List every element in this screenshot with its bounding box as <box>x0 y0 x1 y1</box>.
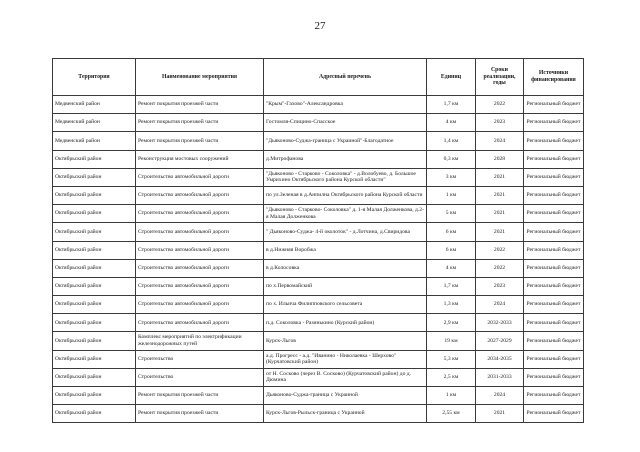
cell-term: 2022 <box>476 96 524 114</box>
cell-address: а.д. Прогресс - а.д. "Иванино - Николаевка - Шерхово" (Курчатовский район) <box>264 350 427 368</box>
cell-territory: Медвенский район <box>53 114 136 132</box>
cell-source: Региональный бюджет <box>524 241 584 259</box>
cell-source: Региональный бюджет <box>524 223 584 241</box>
cell-source: Региональный бюджет <box>524 350 584 368</box>
cell-address: Курск-Льгов-Рыльск-граница с Украиной <box>264 405 427 423</box>
table-row <box>53 259 584 277</box>
cell-source: Региональный бюджет <box>524 368 584 386</box>
cell-address: Курск-Льгов <box>264 332 427 350</box>
cell-source: Региональный бюджет <box>524 205 584 223</box>
table-row <box>53 114 584 132</box>
cell-address: "Дьяконово-Суджа-граница с Украиной"-Благодатное <box>264 132 427 150</box>
table-row <box>53 241 584 259</box>
cell-territory: Октябрьский район <box>53 205 136 223</box>
table-row <box>53 186 584 204</box>
cell-term: 2032-2033 <box>476 314 524 332</box>
header-term: Сроки реализации, годы <box>476 59 524 96</box>
cell-event: Строительство автомобильной дороги <box>136 205 264 223</box>
cell-address: Дьяконово-Суджа-граница с Украиной <box>264 387 427 405</box>
cell-term: 2024 <box>476 296 524 314</box>
cell-source: Региональный бюджет <box>524 132 584 150</box>
cell-event: Строительство <box>136 350 264 368</box>
cell-event: Ремонт покрытия проезжей части <box>136 114 264 132</box>
cell-event: Комплекс мероприятий по электрификации железнодорожных путей <box>136 332 264 350</box>
header-address: Адресный перечень <box>264 59 427 96</box>
cell-event: Строительство автомобильной дороги <box>136 259 264 277</box>
cell-unit: 1,7 км <box>427 96 476 114</box>
cell-source: Региональный бюджет <box>524 387 584 405</box>
cell-event: Строительство автомобильной дороги <box>136 296 264 314</box>
projects-table <box>52 58 584 423</box>
table-row <box>53 350 584 368</box>
cell-event: Строительство автомобильной дороги <box>136 186 264 204</box>
table-row <box>53 296 584 314</box>
cell-address: в д.Колосовка <box>264 259 427 277</box>
cell-unit: 2,5 км <box>427 368 476 386</box>
cell-event: Реконструкция мостовых сооружений <box>136 150 264 168</box>
cell-source: Региональный бюджет <box>524 96 584 114</box>
cell-term: 2024 <box>476 132 524 150</box>
cell-event: Строительство <box>136 368 264 386</box>
cell-territory: Октябрьский район <box>53 223 136 241</box>
table-row <box>53 314 584 332</box>
cell-source: Региональный бюджет <box>524 114 584 132</box>
cell-address: по х.Первомайский <box>264 277 427 295</box>
table-row <box>53 132 584 150</box>
header-territory: Территория <box>53 59 136 96</box>
cell-address: по х. Ильича Филипповского сельсовета <box>264 296 427 314</box>
cell-territory: Октябрьский район <box>53 241 136 259</box>
header-event: Наименование мероприятия <box>136 59 264 96</box>
cell-term: 2022 <box>476 259 524 277</box>
cell-term: 2028 <box>476 150 524 168</box>
page-number: 27 <box>314 20 326 32</box>
cell-unit: 19 км <box>427 332 476 350</box>
cell-event: Строительство автомобильной дороги <box>136 241 264 259</box>
table-header-row <box>53 59 584 96</box>
cell-event: Ремонт покрытия проезжей части <box>136 132 264 150</box>
cell-event: Строительство автомобильной дороги <box>136 168 264 186</box>
table-row <box>53 168 584 186</box>
cell-event: Ремонт покрытия проезжей части <box>136 405 264 423</box>
cell-term: 2027-2029 <box>476 332 524 350</box>
cell-address: Гостомля-Спицино-Спасское <box>264 114 427 132</box>
cell-source: Региональный бюджет <box>524 168 584 186</box>
cell-unit: 1,4 км <box>427 132 476 150</box>
cell-unit: 1,3 км <box>427 296 476 314</box>
cell-event: Строительство автомобильной дороги <box>136 314 264 332</box>
table-body <box>53 96 584 423</box>
cell-event: Ремонт покрытия проезжей части <box>136 387 264 405</box>
cell-unit: 5,3 км <box>427 350 476 368</box>
table-row <box>53 277 584 295</box>
cell-address: "Дьяконово - Старково- Соколовка" д. 1-я Малая Долженкова, д.2-я Малая Долженкова <box>264 205 427 223</box>
header-unit: Единиц <box>427 59 476 96</box>
cell-address: от Н. Сосково (через В. Сосково) (Курчатовский район) до д. Дюмина <box>264 368 427 386</box>
header-source: Источники финансирования <box>524 59 584 96</box>
cell-address: д.Митрофанова <box>264 150 427 168</box>
cell-term: 2023 <box>476 277 524 295</box>
cell-territory: Октябрьский район <box>53 277 136 295</box>
cell-unit: 2,55 км <box>427 405 476 423</box>
cell-territory: Октябрьский район <box>53 186 136 204</box>
cell-term: 2021 <box>476 186 524 204</box>
cell-territory: Октябрьский район <box>53 368 136 386</box>
table-row <box>53 405 584 423</box>
cell-unit: 1 км <box>427 387 476 405</box>
table-row <box>53 205 584 223</box>
cell-source: Региональный бюджет <box>524 296 584 314</box>
cell-address: "Крым"-Гахово"-Александровка <box>264 96 427 114</box>
cell-term: 2021 <box>476 205 524 223</box>
cell-event: Ремонт покрытия проезжей части <box>136 96 264 114</box>
cell-territory: Октябрьский район <box>53 259 136 277</box>
cell-unit: 1 км <box>427 186 476 204</box>
cell-event: Строительство автомобильной дороги <box>136 223 264 241</box>
cell-unit: 5 км <box>427 205 476 223</box>
cell-territory: Октябрьский район <box>53 332 136 350</box>
cell-term: 2021 <box>476 405 524 423</box>
cell-address: "Дьяконово - Старково - Соколовка" - д.Волобуево, д. Большое Умрихино Октябрьского района Курской области" <box>264 168 427 186</box>
cell-term: 2021 <box>476 168 524 186</box>
table-row <box>53 332 584 350</box>
table-row <box>53 96 584 114</box>
cell-term: 2031-2033 <box>476 368 524 386</box>
cell-address: " Дьяконово-Суджа- 4-й околоток" - д.Лотчина, д.Свиридова <box>264 223 427 241</box>
cell-unit: 6 км <box>427 223 476 241</box>
cell-source: Региональный бюджет <box>524 259 584 277</box>
cell-unit: 1,7 км <box>427 277 476 295</box>
cell-term: 2023 <box>476 114 524 132</box>
cell-source: Региональный бюджет <box>524 150 584 168</box>
cell-source: Региональный бюджет <box>524 332 584 350</box>
cell-source: Региональный бюджет <box>524 405 584 423</box>
cell-territory: Октябрьский район <box>53 168 136 186</box>
cell-address: по ул.Зеленая в д.Анпилна Октябрьского района Курской области <box>264 186 427 204</box>
cell-term: 2024 <box>476 387 524 405</box>
table-row <box>53 150 584 168</box>
cell-unit: 6 км <box>427 241 476 259</box>
cell-unit: 3 км <box>427 168 476 186</box>
cell-territory: Октябрьский район <box>53 150 136 168</box>
cell-event: Строительство автомобильной дороги <box>136 277 264 295</box>
cell-source: Региональный бюджет <box>524 314 584 332</box>
cell-unit: 0,3 км <box>427 150 476 168</box>
table-row <box>53 223 584 241</box>
table-row <box>53 387 584 405</box>
cell-term: 2022 <box>476 241 524 259</box>
cell-address: в д.Нижняя Воробжа <box>264 241 427 259</box>
cell-territory: Октябрьский район <box>53 314 136 332</box>
cell-term: 2034-2035 <box>476 350 524 368</box>
cell-term: 2021 <box>476 223 524 241</box>
table-row <box>53 368 584 386</box>
cell-unit: 4 км <box>427 114 476 132</box>
cell-source: Региональный бюджет <box>524 186 584 204</box>
cell-source: Региональный бюджет <box>524 277 584 295</box>
cell-unit: 4 км <box>427 259 476 277</box>
cell-territory: Медвенский район <box>53 132 136 150</box>
cell-territory: Октябрьский район <box>53 296 136 314</box>
cell-territory: Октябрьский район <box>53 405 136 423</box>
cell-territory: Октябрьский район <box>53 387 136 405</box>
cell-address: п.д. Соколовка - Разинькино (Курский район) <box>264 314 427 332</box>
cell-unit: 2,9 км <box>427 314 476 332</box>
cell-territory: Медвенский район <box>53 96 136 114</box>
cell-territory: Октябрьский район <box>53 350 136 368</box>
